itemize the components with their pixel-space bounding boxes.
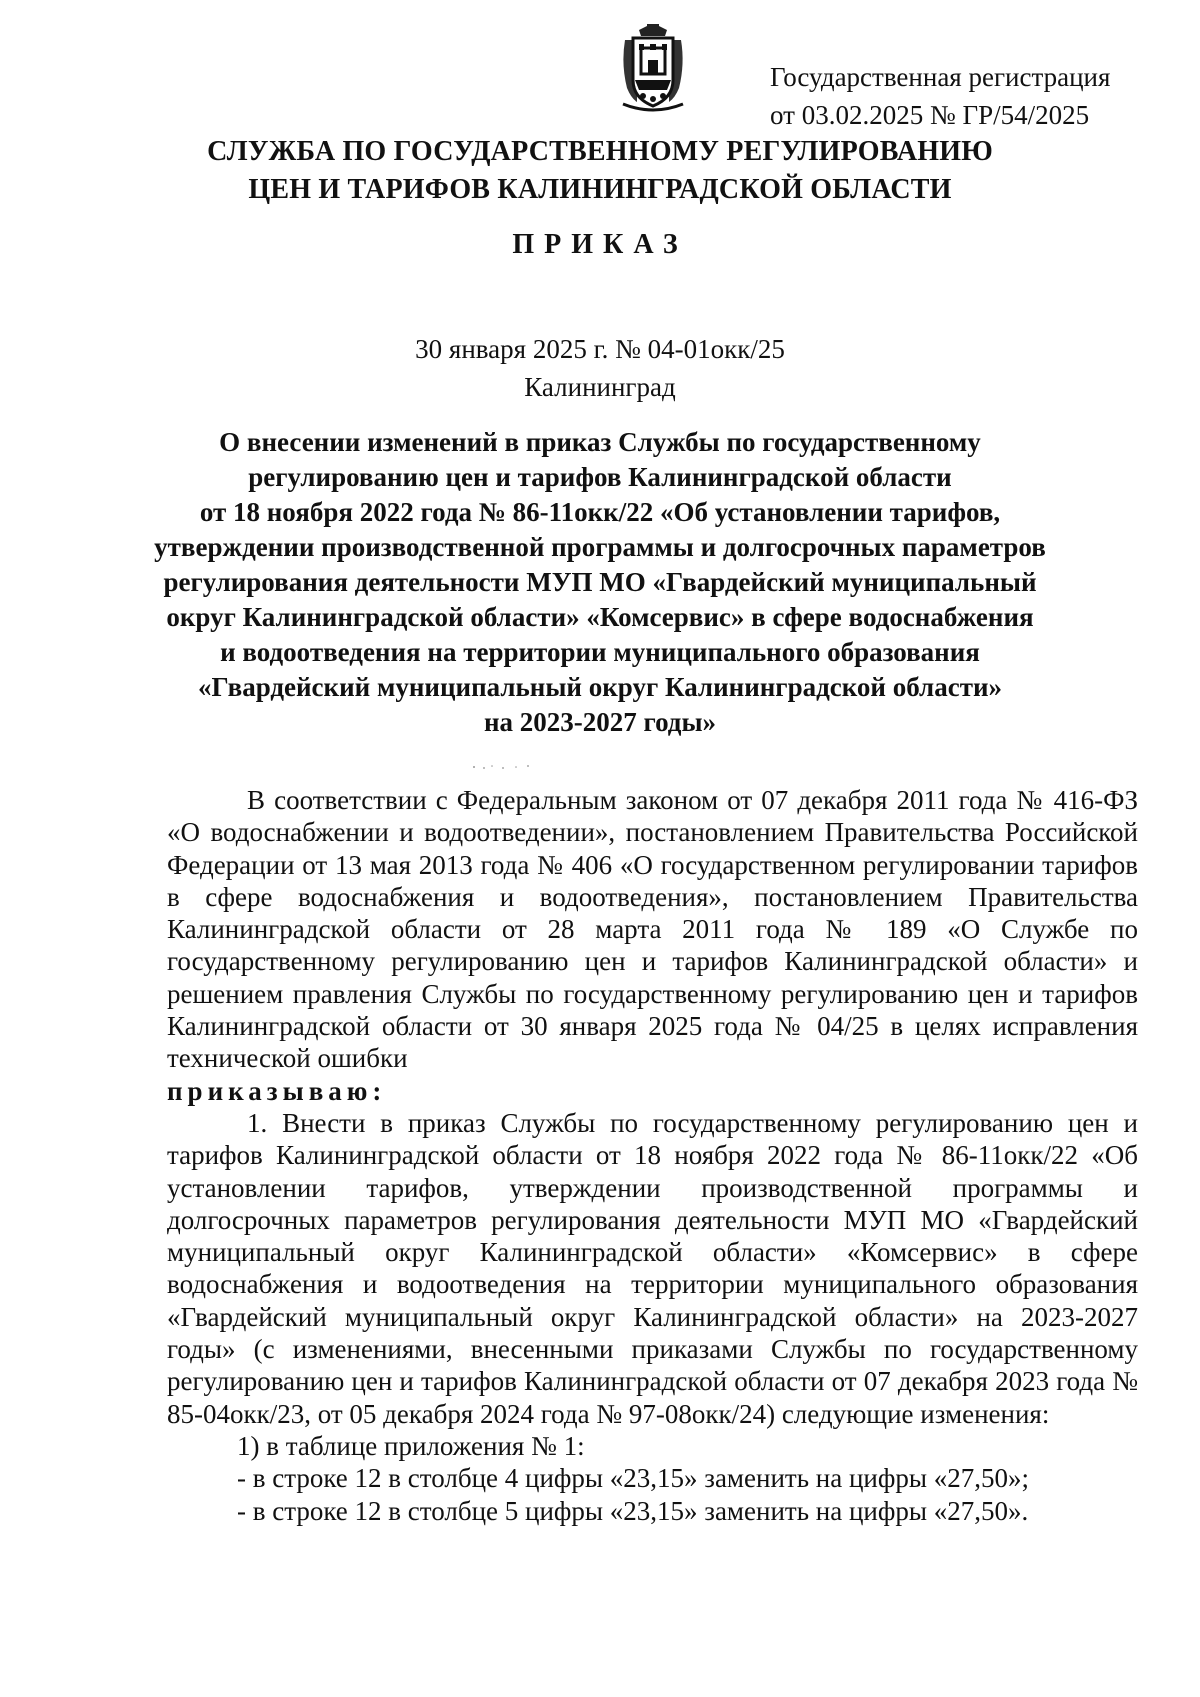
order-city: Калининград [524,372,676,402]
item-1-paragraph: 1. Внести в приказ Службы по государственному регулированию цен и тарифов Калининградской области от 18 ноября 2022 года № 86-11окк/22 «Об установлении тарифов, утверждении производственной программы и долгосрочных параметров регулирования деятельности МУП МО «Гвардейский муниципальный округ Калининградской области» «Комсервис» в сфере водоснабжения и водоотведения на территории муниципального образования «Гвардейский муниципальный округ Калининградской области» на 2023-2027 годы» (с изменениями, внесенными приказами Службы по государственному регулированию цен и тарифов Калининградской области от 07 декабря 2023 года № 85-04окк/23, от 05 декабря 2024 года № 97-08окк/24) следующие изменения: [167,1107,1138,1429]
agency-name [150,133,1050,209]
order-date-number: 30 января 2025 г. № 04-01окк/25 [415,334,785,364]
subject-line: округ Калининградской области» «Комсервис» в сфере водоснабжения [166,602,1034,632]
subject-line: О внесении изменений в приказ Службы по государственному [219,427,981,457]
subject-line: утверждении производственной программы и долгосрочных параметров [154,532,1046,562]
subject-line: регулирования деятельности МУП МО «Гвардейский муниципальный [163,567,1037,597]
agency-name-line-1: СЛУЖБА ПО ГОСУДАРСТВЕННОМУ РЕГУЛИРОВАНИЮ [207,136,993,167]
registration-line-2: от 03.02.2025 № ГР/54/2025 [770,100,1090,130]
orders-word: приказываю: [167,1075,387,1106]
order-date-block [150,330,1050,406]
change-bullet-2: - в строке 12 в столбце 5 цифры «23,15» заменить на цифры «27,50». [237,1495,1029,1526]
subitem-1: 1) в таблице приложения № 1: [237,1430,585,1461]
scan-speck [470,764,540,770]
state-registration-stamp [770,58,1160,134]
agency-name-line-2: ЦЕН И ТАРИФОВ КАЛИНИНГРАДСКОЙ ОБЛАСТИ [248,174,952,205]
order-subject [150,425,1050,740]
registration-line-1: Государственная регистрация [770,62,1111,92]
subject-line: от 18 ноября 2022 года № 86-11окк/22 «Об установлении тарифов, [199,497,1001,527]
preamble-paragraph: В соответствии с Федеральным законом от 07 декабря 2011 года № 416-ФЗ «О водоснабжении и водоотведении», постановлением Правительства Российской Федерации от 13 мая 2013 года № 406 «О государственном регулировании тарифов в сфере водоснабжения и водоотведения», постановлением Правительства Калининградской области от 28 марта 2011 года № 189 «О Службе по государственному регулированию цен и тарифов Калининградской области» и решением правления Службы по государственному регулированию цен и тарифов Калининградской области от 30 января 2025 года № 04/25 в целях исправления технической ошибки [167,785,1138,1074]
change-bullet-1: - в строке 12 в столбце 4 цифры «23,15» заменить на цифры «27,50»; [237,1463,1029,1494]
subject-line: и водоотведения на территории муниципального образования [220,637,980,667]
order-body [167,784,1138,1527]
document-type-title: ПРИКАЗ [512,229,688,260]
subject-line: «Гвардейский муниципальный округ Калининградской области» [197,672,1003,702]
subject-line: на 2023-2027 годы» [483,707,717,737]
subject-line: регулированию цен и тарифов Калининградской области [248,462,952,492]
coat-of-arms-emblem [617,24,689,112]
